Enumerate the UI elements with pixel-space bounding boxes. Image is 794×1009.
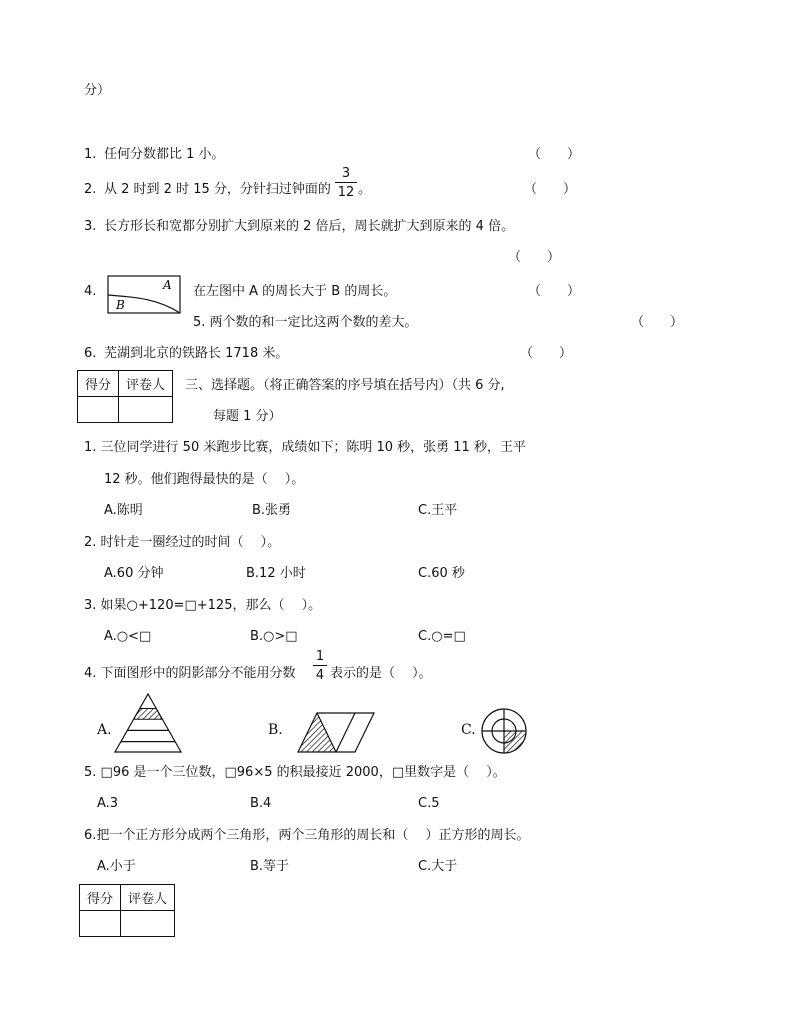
score-box-score-header: 得分 bbox=[78, 371, 119, 397]
page-top-text: 分） bbox=[84, 83, 111, 98]
fraction-denominator: 12 bbox=[335, 182, 357, 199]
judge-q4-paren[interactable]: （ ） bbox=[528, 284, 581, 299]
judge-q2-text-end: 。 bbox=[358, 182, 372, 197]
score-box bbox=[77, 370, 173, 423]
choice-q3-option-a[interactable]: A.○<□ bbox=[104, 629, 152, 644]
triangle-figure bbox=[113, 692, 183, 754]
score-box-score-header: 得分 bbox=[80, 885, 121, 911]
judge-q2-paren[interactable]: （ ） bbox=[524, 182, 577, 197]
fraction-denominator: 4 bbox=[313, 665, 327, 682]
judge-q4-text: 在左图中 A 的周长大于 B 的周长。 bbox=[193, 284, 397, 299]
choice-q4-text-end: 表示的是（ ）。 bbox=[330, 666, 432, 681]
choice-q1-option-c[interactable]: C.王平 bbox=[418, 503, 458, 518]
choice-q3-text: 3. 如果○+120=□+125，那么（ ）。 bbox=[84, 598, 322, 613]
choice-q2-option-c[interactable]: C.60 秒 bbox=[418, 566, 465, 581]
figure-label-b: B bbox=[116, 298, 125, 312]
choice-q2-text: 2. 时针走一圈经过的时间（ ）。 bbox=[84, 535, 281, 550]
score-box-2 bbox=[79, 884, 175, 937]
score-box-grader-header: 评卷人 bbox=[119, 371, 173, 397]
judge-q5-text: 5. 两个数的和一定比这两个数的差大。 bbox=[193, 315, 418, 330]
choice-q6-option-b[interactable]: B.等于 bbox=[250, 859, 290, 874]
score-cell[interactable] bbox=[78, 397, 119, 423]
judge-q3-num: 3. bbox=[84, 219, 97, 234]
judge-q6-paren[interactable]: （ ） bbox=[520, 346, 573, 361]
choice-q6-text: 6.把一个正方形分成两个三角形，两个三角形的周长和（ ）正方形的周长。 bbox=[84, 828, 530, 843]
fraction-numerator: 1 bbox=[315, 649, 325, 664]
choice-q6-option-c[interactable]: C.大于 bbox=[418, 859, 458, 874]
grader-cell[interactable] bbox=[121, 911, 175, 937]
judge-q1-num: 1. bbox=[84, 147, 97, 162]
fraction-numerator: 3 bbox=[341, 166, 351, 181]
choice-q3-option-c[interactable]: C.○=□ bbox=[418, 629, 466, 644]
circle-figure bbox=[479, 706, 529, 756]
figure-option-c-label[interactable]: C. bbox=[461, 722, 476, 738]
section-title-line2: 每题 1 分） bbox=[213, 409, 282, 424]
section-title: 三、选择题。（将正确答案的序号填在括号内）（共 6 分, bbox=[185, 378, 505, 393]
figure-option-a-label[interactable]: A. bbox=[97, 722, 112, 738]
judge-q1-text: 任何分数都比 1 小。 bbox=[104, 147, 225, 162]
judge-q5-paren[interactable]: （ ） bbox=[631, 315, 684, 330]
judge-q1-paren[interactable]: （ ） bbox=[528, 147, 581, 162]
judge-q3-paren[interactable]: （ ） bbox=[508, 250, 561, 265]
figure-option-b-label[interactable]: B. bbox=[268, 722, 283, 738]
score-box-grader-header: 评卷人 bbox=[121, 885, 175, 911]
choice-q5-option-b[interactable]: B.4 bbox=[250, 796, 272, 811]
choice-q2-option-b[interactable]: B.12 小时 bbox=[246, 566, 306, 581]
judge-q4-num: 4. bbox=[84, 284, 97, 299]
grader-cell[interactable] bbox=[119, 397, 173, 423]
judge-q2-num: 2. bbox=[84, 182, 97, 197]
choice-q1-line2: 12 秒。他们跑得最快的是（ ）。 bbox=[104, 472, 305, 487]
judge-q2-fraction bbox=[335, 167, 357, 199]
judge-q6-num: 6. bbox=[84, 346, 97, 361]
score-cell[interactable] bbox=[80, 911, 121, 937]
judge-q2-text: 从 2 时到 2 时 15 分，分针扫过钟面的 bbox=[104, 182, 331, 197]
choice-q4-text: 4. 下面图形中的阴影部分不能用分数 bbox=[84, 666, 296, 681]
parallelogram-figure bbox=[296, 711, 376, 754]
choice-q1-option-b[interactable]: B.张勇 bbox=[252, 503, 292, 518]
choice-q5-option-c[interactable]: C.5 bbox=[418, 796, 440, 811]
choice-q5-text: 5. □96 是一个三位数，□96×5 的积最接近 2000，□里数字是（ ）。 bbox=[84, 765, 506, 780]
choice-q1-option-a[interactable]: A.陈明 bbox=[104, 503, 143, 518]
figure-label-a: A bbox=[163, 278, 172, 292]
judge-q6-text: 芜湖到北京的铁路长 1718 米。 bbox=[104, 346, 289, 361]
rectangle-curve-figure bbox=[107, 275, 183, 315]
choice-q2-option-a[interactable]: A.60 分钟 bbox=[104, 566, 164, 581]
choice-q4-fraction bbox=[313, 650, 327, 682]
choice-q3-option-b[interactable]: B.○>□ bbox=[250, 629, 298, 644]
choice-q1-line1: 1. 三位同学进行 50 米跑步比赛，成绩如下；陈明 10 秒，张勇 11 秒，王平 bbox=[84, 440, 526, 455]
choice-q5-option-a[interactable]: A.3 bbox=[97, 796, 119, 811]
choice-q6-option-a[interactable]: A.小于 bbox=[97, 859, 136, 874]
judge-q3-text: 长方形长和宽都分别扩大到原来的 2 倍后，周长就扩大到原来的 4 倍。 bbox=[104, 219, 515, 234]
